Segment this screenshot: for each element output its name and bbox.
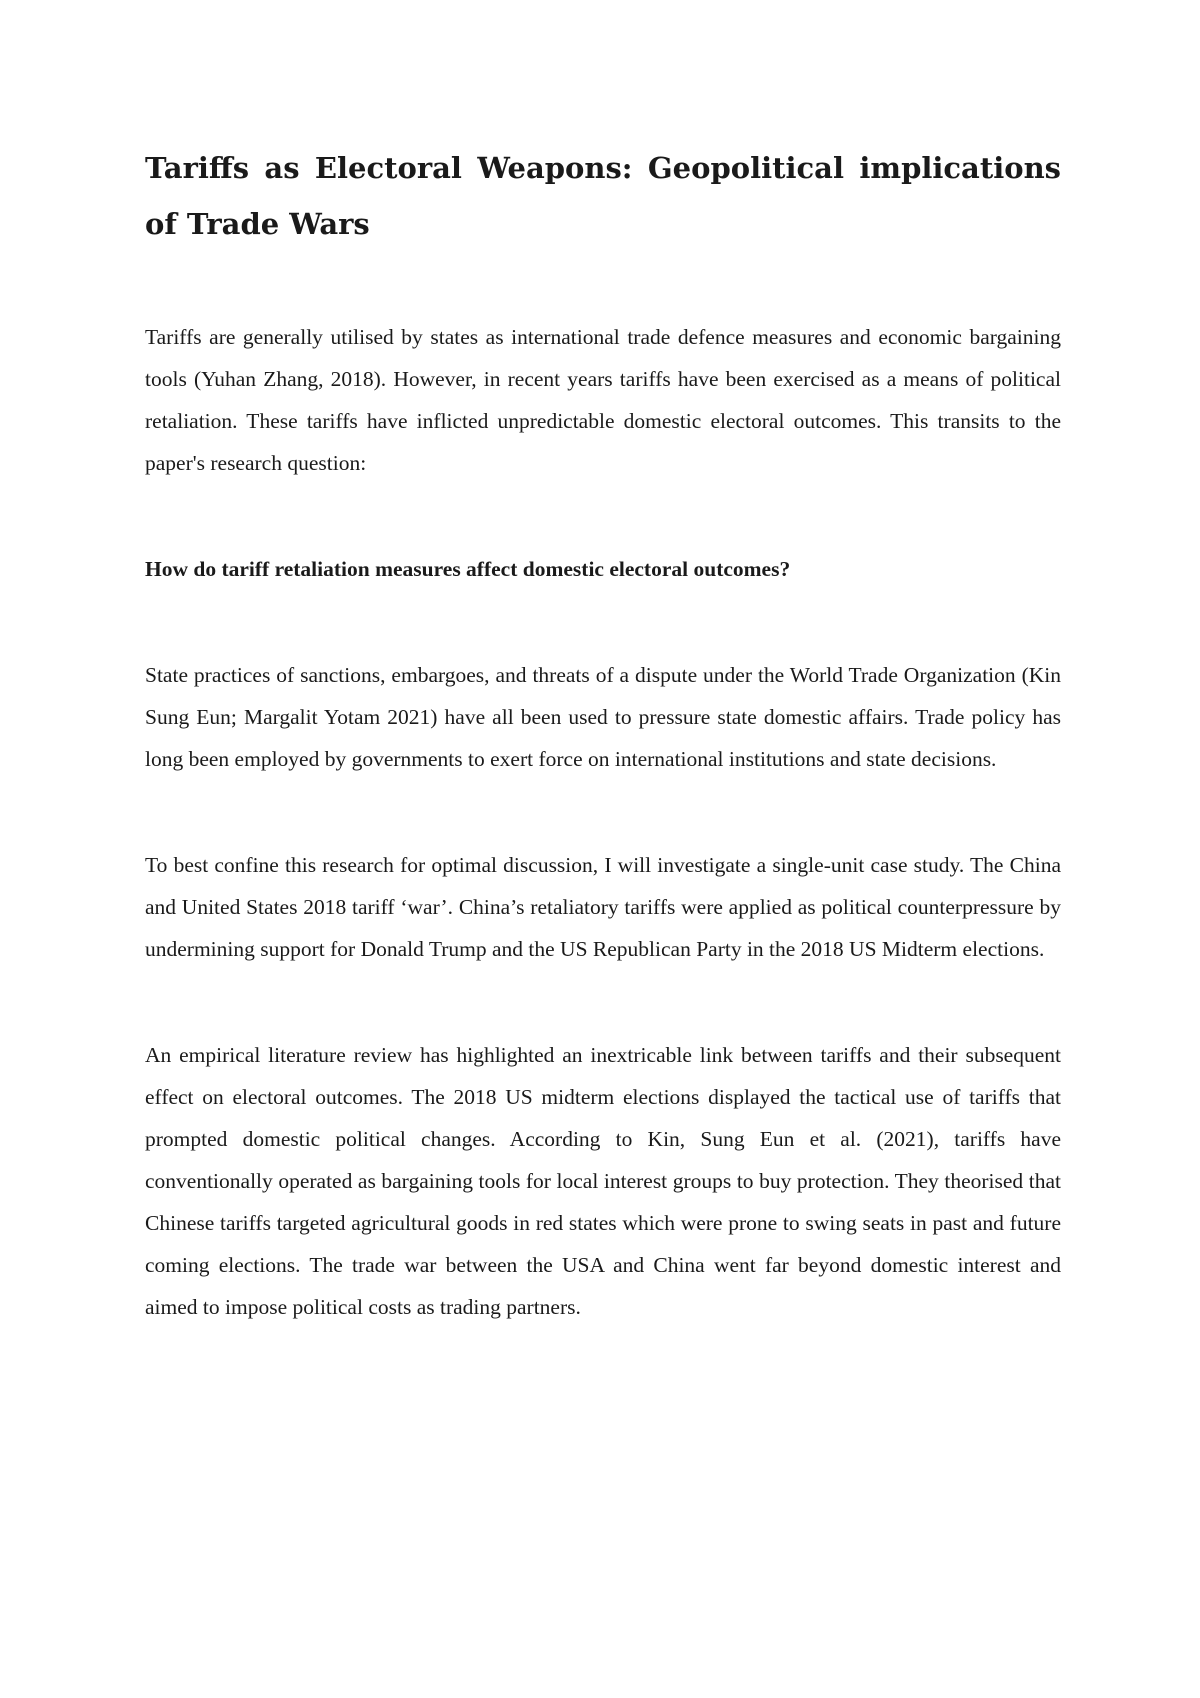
document-title: Tariffs as Electoral Weapons: Geopolitical implications of Trade Wars bbox=[145, 151, 1061, 241]
case-study-paragraph: To best confine this research for optimal discussion, I will investigate a single-unit case study. The China and United States 2018 tariff ‘war’. China’s retaliatory tariffs were applied as political counterpressure by undermining support for Donald Trump and the US Republican Party in the 2018 US Midterm elections. bbox=[145, 853, 1061, 961]
state-practices-paragraph: State practices of sanctions, embargoes, and threats of a dispute under the World Trade Organization (Kin Sung Eun; Margalit Yotam 2021) have all been used to pressure state domestic affairs. Trade policy has long been employed by governments to exert force on international institutions and state decisions. bbox=[145, 663, 1061, 771]
intro-paragraph: Tariffs are generally utilised by states as international trade defence measures and economic bargaining tools (Yuhan Zhang, 2018). However, in recent years tariffs have been exercised as a means of political retaliation. These tariffs have inflicted unpredictable domestic electoral outcomes. This transits to the paper's research question: bbox=[145, 325, 1061, 475]
literature-review-paragraph: An empirical literature review has highlighted an inextricable link between tariffs and their subsequent effect on electoral outcomes. The 2018 US midterm elections displayed the tactical use of tariffs that prompted domestic political changes. According to Kin, Sung Eun et al. (2021), tariffs have conventionally operated as bargaining tools for local interest groups to buy protection. They theorised that Chinese tariffs targeted agricultural goods in red states which were prone to swing seats in past and future coming elections. The trade war between the USA and China went far beyond domestic interest and aimed to impose political costs as trading partners. bbox=[145, 1043, 1061, 1319]
document-body bbox=[145, 140, 1061, 1328]
research-question: How do tariff retaliation measures affect domestic electoral outcomes? bbox=[145, 557, 791, 581]
